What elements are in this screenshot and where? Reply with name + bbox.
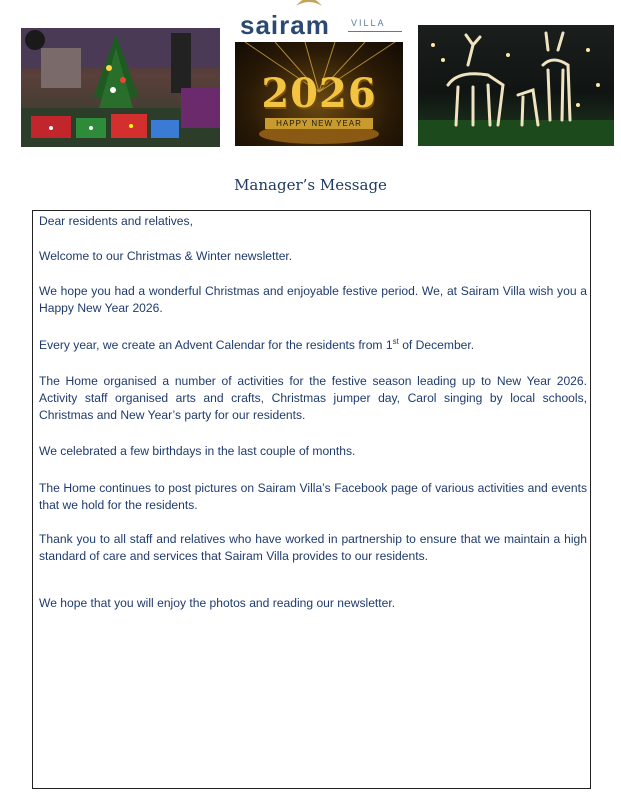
message-paragraph: Thank you to all staff and relatives who have worked in partnership to ensure that we maintain a high standard of care and services that Sairam Villa provides to our residents. [39, 532, 587, 563]
message-paragraph: Every year, we create an Advent Calendar for the residents from 1st of December. [39, 336, 475, 352]
message-paragraph: We celebrated a few birthdays in the last couple of months. [39, 444, 356, 458]
manager-message-box [32, 210, 591, 789]
new-year-banner: HAPPY NEW YEAR [265, 118, 373, 129]
new-year-2026-image [235, 42, 403, 146]
brand-logo-text: sairam [240, 10, 330, 40]
reindeer-lights-photo [418, 25, 614, 146]
message-paragraph: The Home continues to post pictures on Sairam Villa’s Facebook page of various activities and events that we hold for the residents. [39, 481, 587, 512]
year-text: 2026 [261, 70, 377, 117]
page-title: Manager’s Message [234, 176, 387, 194]
message-paragraph: We hope you had a wonderful Christmas and enjoyable festive period. We, at Sairam Villa wish you a Happy New Year 2026. [39, 284, 587, 315]
message-closing: We hope that you will enjoy the photos and reading our newsletter. [39, 596, 396, 610]
brand-logo-subtext: VILLA [351, 18, 386, 28]
christmas-lounge-photo [21, 28, 220, 147]
logo-leaf-icon [294, 0, 324, 8]
logo-underline [348, 31, 402, 32]
message-greeting: Dear residents and relatives, [39, 214, 193, 228]
message-paragraph: Welcome to our Christmas & Winter newsletter. [39, 249, 293, 263]
message-paragraph: The Home organised a number of activities for the festive season leading up to New Year 2026. Activity staff organised arts and crafts, Christmas jumper day, Carol singing by local schools, Christmas and New Year’s party for our residents. [39, 374, 587, 422]
